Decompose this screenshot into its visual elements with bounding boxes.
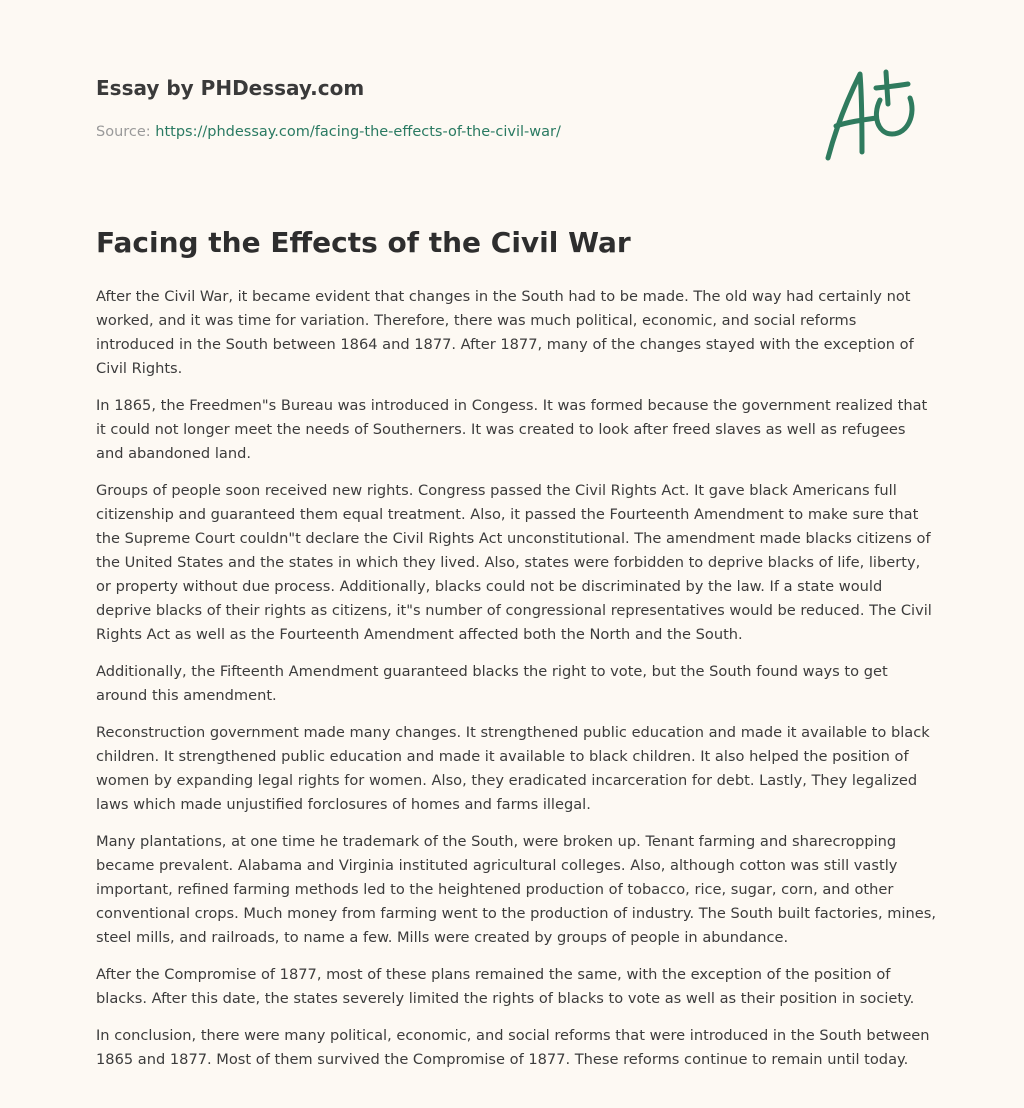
essay-paragraph: Many plantations, at one time he trademark of the South, were broken up. Tenant farming and sharecropping became prevalent. Alabama and Virginia instituted agricultural colleges. Also, although cotton was still vastly important, refined farming methods led to the heightened production of tobacco, rice, sugar, corn, and other conventional crops. Much money from farming went to the production of industry. The South built factories, mines, steel mills, and railroads, to name a few. Mills were created by groups of people in abundance. [96, 833, 936, 946]
essay-paragraph: In 1865, the Freedmen"s Bureau was introduced in Congess. It was formed because the government realized that it could not longer meet the needs of Southerners. It was created to look after freed slaves as well as refugees and abandoned land. [96, 397, 928, 462]
essay-title: Facing the Effects of the Civil War [96, 226, 631, 259]
site-title: Essay by PHDessay.com [96, 76, 365, 100]
source-line [96, 124, 561, 140]
essay-paragraph: Reconstruction government made many changes. It strengthened public education and made it available to black children. It strengthened public education and made it available to black children. It also helped the position of women by expanding legal rights for women. Also, they eradicated incarceration for debt. Lastly, They legalized laws which made unjustified forclosures of homes and farms illegal. [96, 724, 930, 813]
a-plus-logo-icon [822, 68, 928, 164]
essay-body [96, 285, 936, 1085]
essay-paragraph: Groups of people soon received new rights. Congress passed the Civil Rights Act. It gave black Americans full citizenship and guaranteed them equal treatment. Also, it passed the Fourteenth Amendment to make sure that the Supreme Court couldn"t declare the Civil Rights Act unconstitutional. The amendment made blacks citizens of the United States and the states in which they lived. Also, states were forbidden to deprive blacks of life, liberty, or property without due process. Additionally, blacks could not be discriminated by the law. If a state would deprive blacks of their rights as citizens, it"s number of congressional representatives would be reduced. The Civil Rights Act as well as the Fourteenth Amendment affected both the North and the South. [96, 482, 932, 643]
logo-strokes [828, 72, 912, 158]
source-link[interactable]: https://phdessay.com/facing-the-effects-of-the-civil-war/ [155, 124, 561, 140]
source-label: Source: [96, 124, 151, 140]
essay-paragraph: In conclusion, there were many political, economic, and social reforms that were introduced in the South between 1865 and 1877. Most of them survived the Compromise of 1877. These reforms continue to remain until today. [96, 1027, 930, 1068]
essay-paragraph: After the Civil War, it became evident that changes in the South had to be made. The old way had certainly not worked, and it was time for variation. Therefore, there was much political, economic, and social reforms introduced in the South between 1864 and 1877. After 1877, many of the changes stayed with the exception of Civil Rights. [96, 288, 914, 377]
essay-paragraph: Additionally, the Fifteenth Amendment guaranteed blacks the right to vote, but the South found ways to get around this amendment. [96, 663, 888, 704]
essay-paragraph: After the Compromise of 1877, most of these plans remained the same, with the exception of the position of blacks. After this date, the states severely limited the rights of blacks to vote as well as their position in society. [96, 966, 915, 1007]
